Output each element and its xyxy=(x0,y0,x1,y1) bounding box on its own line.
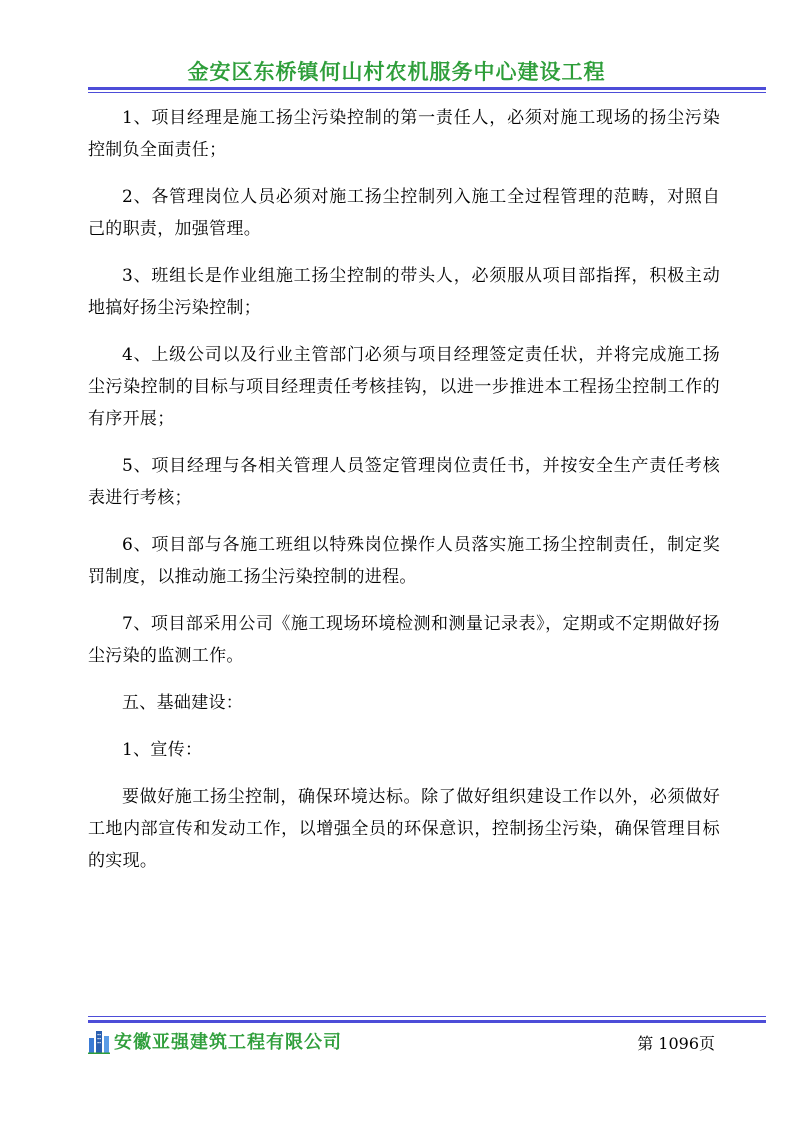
page-number: 第 1096页 xyxy=(637,1034,715,1053)
subsection-heading: 1、宣传： xyxy=(122,740,203,760)
body-paragraph: 7、项目部采用公司《施工现场环境检测和测量记录表》，定期或不定期做好扬尘污染的监测工作。 xyxy=(88,614,720,666)
document-body xyxy=(88,102,720,892)
footer-rule-thick xyxy=(88,1020,766,1023)
body-paragraph: 1、项目经理是施工扬尘污染控制的第一责任人，必须对施工现场的扬尘污染控制负全面责任； xyxy=(88,108,720,160)
footer-company xyxy=(88,1028,342,1054)
header-rule-thick xyxy=(88,87,766,90)
building-logo-icon xyxy=(88,1028,110,1054)
body-paragraph: 2、各管理岗位人员必须对施工扬尘控制列入施工全过程管理的范畴，对照自己的职责，加强管理。 xyxy=(88,187,720,239)
header-rule-thin xyxy=(88,92,766,93)
body-paragraph: 4、上级公司以及行业主管部门必须与项目经理签定责任状，并将完成施工扬尘污染控制的目标与项目经理责任考核挂钩，以进一步推进本工程扬尘控制工作的有序开展； xyxy=(88,345,720,429)
section-heading: 五、基础建设： xyxy=(122,693,244,713)
footer-rule-thin xyxy=(88,1016,766,1017)
document-header-title: 金安区东桥镇何山村农机服务中心建设工程 xyxy=(187,60,606,84)
footer-company-name: 安徽亚强建筑工程有限公司 xyxy=(114,1032,342,1053)
body-paragraph: 5、项目经理与各相关管理人员签定管理岗位责任书，并按安全生产责任考核表进行考核； xyxy=(88,456,720,508)
body-paragraph: 6、项目部与各施工班组以特殊岗位操作人员落实施工扬尘控制责任，制定奖罚制度，以推动施工扬尘污染控制的进程。 xyxy=(88,535,720,587)
body-paragraph: 3、班组长是作业组施工扬尘控制的带头人，必须服从项目部指挥，积极主动地搞好扬尘污染控制； xyxy=(88,266,720,318)
body-paragraph: 要做好施工扬尘控制，确保环境达标。除了做好组织建设工作以外，必须做好工地内部宣传和发动工作，以增强全员的环保意识，控制扬尘污染，确保管理目标的实现。 xyxy=(88,787,720,871)
